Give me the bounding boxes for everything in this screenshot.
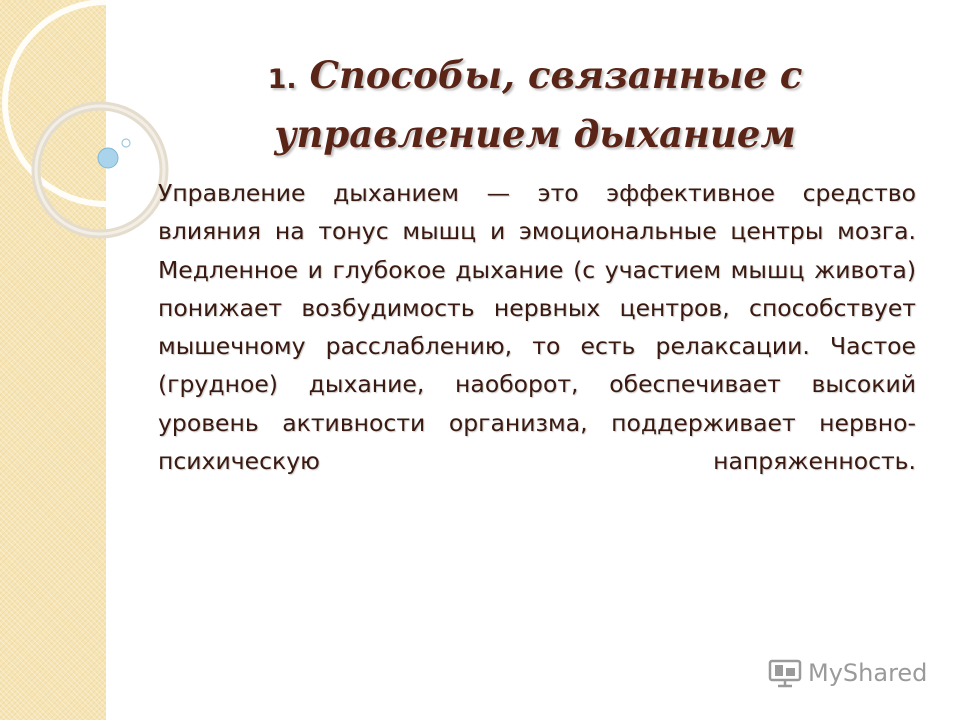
blue-dot: [98, 148, 118, 168]
presentation-icon: [768, 658, 802, 688]
title-text: Способы, связанные с управлением дыханием: [274, 53, 803, 156]
myshared-watermark: [768, 656, 927, 690]
title-number: 1.: [267, 64, 297, 95]
body-paragraph: Управление дыханием — это эффективное средство влияния на тонус мышц и эмоциональные центры мозга. Медленное и глубокое дыхание (с участием мышц живота) понижает возбудимость нервных центров, способствует мышечному расслаблению, то есть релаксации. Частое (грудное) дыхание, наоборот, обеспечивает высокий уровень активности организма, поддерживает нервно-психическую напряженность.: [158, 179, 916, 476]
watermark-text: MyShared: [808, 659, 928, 687]
small-ring: [122, 139, 130, 147]
slide-title: [140, 48, 930, 161]
decorative-circles: [0, 0, 160, 260]
